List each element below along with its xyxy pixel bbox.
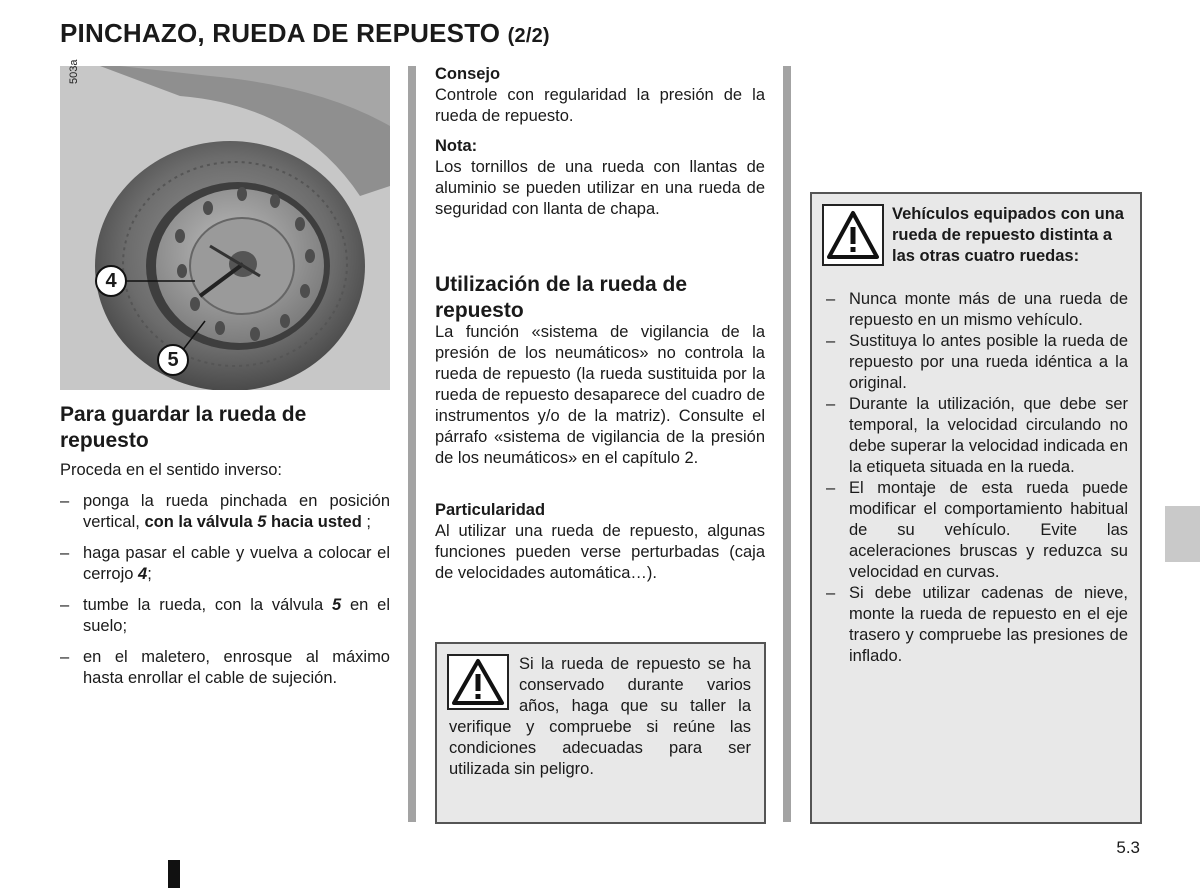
consejo-text: Controle con regularidad la presión de la rueda de repuesto. (435, 86, 765, 125)
store-section-intro: Proceda en el sentido inverso: (60, 461, 282, 479)
title-page-indicator: (2/2) (507, 25, 550, 47)
use-section-heading: Utilización de la rueda de repuesto (435, 273, 688, 322)
callout-4: 4 (95, 265, 127, 297)
warning-item: – Sustituya lo antes posible la rueda de repuesto por una rueda idéntica a la original. (826, 331, 1128, 394)
warning-item: – Nunca monte más de una rueda de repuesto en un mismo vehículo. (826, 289, 1128, 331)
page-title (60, 18, 550, 49)
consejo-block (435, 64, 765, 127)
warning-item: – Durante la utilización, que debe ser temporal, la velocidad circulando no debe superar la velocidad indicada en la etiqueta situada en la rueda. (826, 394, 1128, 478)
consejo-label: Consejo (435, 65, 501, 83)
page-number: 5.3 (1116, 838, 1140, 857)
chapter-tab-marker (1165, 506, 1200, 562)
column-divider-left (408, 66, 416, 822)
nota-text: Los tornillos de una rueda con llantas de aluminio se pueden utilizar en una rueda de seguridad con llanta de chapa. (435, 158, 765, 218)
particularidad-label: Particularidad (435, 501, 546, 519)
spare-age-warning-box (435, 642, 766, 824)
store-step-3: – tumbe la rueda, con la válvula 5 en el suelo; (60, 595, 390, 637)
figure-code: 503a (68, 59, 80, 84)
warning-item: – Si debe utilizar cadenas de nieve, monte la rueda de repuesto en el eje trasero y compruebe las presiones de inflado. (826, 583, 1128, 667)
title-text: PINCHAZO, RUEDA DE REPUESTO (60, 18, 501, 48)
particularidad-block (435, 500, 765, 584)
particularidad-text: Al utilizar una rueda de repuesto, algunas funciones pueden verse perturbadas (caja de velocidades automática…). (435, 522, 765, 582)
store-step-1: – ponga la rueda pinchada en posición vertical, con la válvula 5 hacia usted ; (60, 491, 390, 533)
different-spare-warning-box (810, 192, 1142, 824)
different-spare-warning-heading: Vehículos equipados con una rueda de repuesto distinta a las otras cuatro ruedas: (892, 205, 1124, 265)
nota-block (435, 136, 765, 220)
spare-wheel-illustration (60, 66, 390, 390)
store-step-2: – haga pasar el cable y vuelva a colocar el cerrojo 4; (60, 543, 390, 585)
store-section-heading: Para guardar la rueda de repuesto (60, 403, 307, 452)
store-steps-list (60, 491, 390, 699)
store-step-4: – en el maletero, enrosque al máximo hasta enrollar el cable de sujeción. (60, 647, 390, 689)
callout-5: 5 (157, 344, 189, 376)
warning-icon (822, 204, 884, 266)
spare-wheel-drawing (60, 66, 390, 390)
nota-label: Nota: (435, 137, 478, 155)
column-divider-right (783, 66, 791, 822)
different-spare-warning-list (826, 289, 1128, 667)
use-section-text: La función «sistema de vigilancia de la presión de los neumáticos» no controla la rueda de repuesto (la rueda sustituida por la rueda de repuesto desaparece del cuadro de instrumentos y/o de la matriz). Consulte el párrafo «sistema de vigilancia de la presión de los neumáticos» en el capítulo 2. (435, 323, 765, 467)
spare-age-warning-text: Si la rueda de repuesto se ha conservado durante varios años, haga que su taller la verifique y compruebe si reúne las condiciones adecuadas para ser utilizada sin peligro. (449, 655, 751, 778)
crop-mark (168, 860, 180, 888)
warning-item: – El montaje de esta rueda puede modificar el comportamiento habitual de su vehículo. Evite las aceleraciones bruscas y reduzca su velocidad en curvas. (826, 478, 1128, 583)
